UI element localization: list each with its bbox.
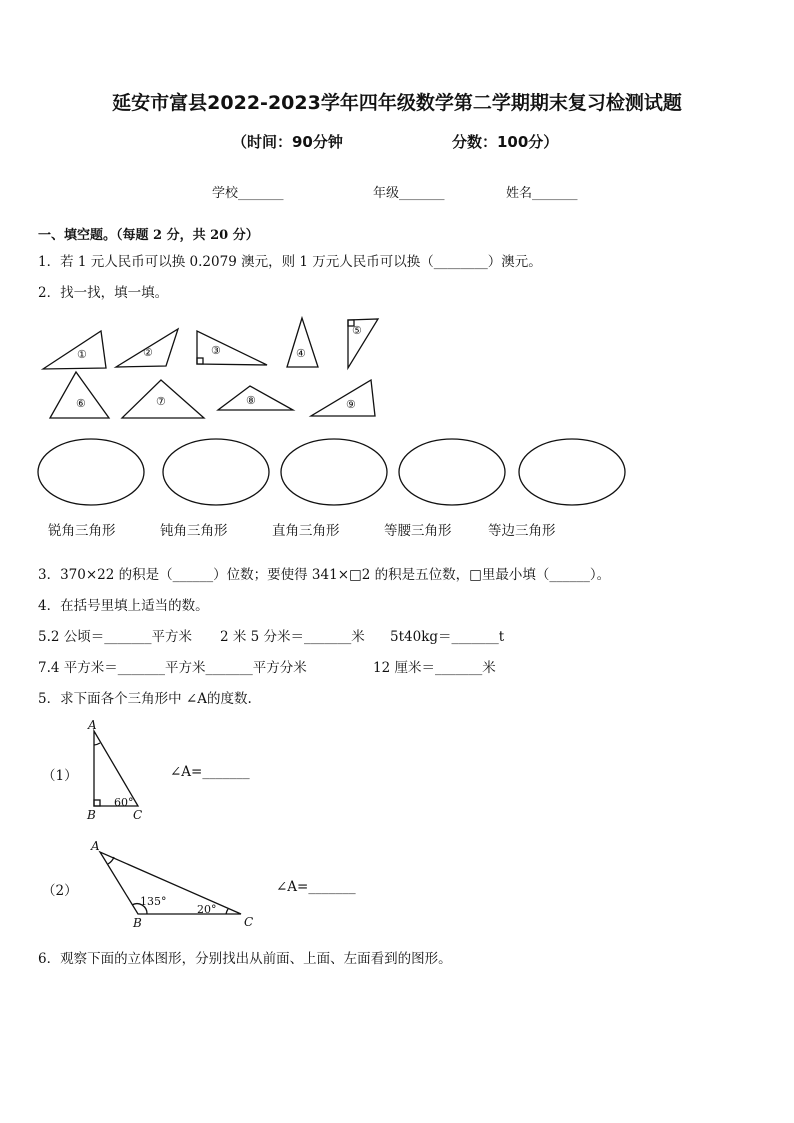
q5-triangle-1 [94,731,138,806]
q5-triangle-2 [100,852,241,914]
triangle-label-4: ④ [296,347,306,360]
triangle-label-5: ⑤ [352,324,362,337]
q5-angle-c2: 20° [197,903,217,916]
school-field: 学校_______ [212,186,284,201]
triangle-label-2: ② [143,346,153,359]
grade-field: 年级_______ [373,186,445,201]
triangle-label-3: ③ [211,344,221,357]
category-obtuse: 钝角三角形 [160,523,228,539]
exam-score: 分数：100分） [452,133,559,151]
q5-vertex-a2: A [91,839,100,853]
q4-item-4: 7.4 平方米＝_______平方米_______平方分米 [38,660,307,676]
triangle-label-8: ⑧ [246,394,256,407]
name-field: 姓名_______ [506,186,578,201]
triangle-label-1: ① [77,348,87,361]
question-2: 2．找一找，填一填。 [38,285,169,301]
q5-right-angle-mark [94,800,100,806]
q5-part-2-label: （2） [42,883,78,899]
q5-angle-arc-a1 [94,743,100,745]
category-isosceles: 等腰三角形 [384,523,452,539]
category-acute: 锐角三角形 [48,523,116,539]
q5-vertex-b2: B [133,916,142,930]
q5-angle-arc-a2 [108,857,114,864]
q4-item-2: 2 米 5 分米＝_______米 [220,629,365,645]
q5-part-1-answer: ∠A=_______ [170,764,250,780]
q5-part-1-label: （1） [42,768,78,784]
q5-angle-c1: 60° [114,796,134,809]
category-right: 直角三角形 [272,523,340,539]
triangle-label-7: ⑦ [156,395,166,408]
q4-item-3: 5t40kg＝_______t [390,629,505,645]
q4-item-1: 5.2 公顷＝_______平方米 [38,629,193,645]
q4-item-5: 12 厘米＝_______米 [373,660,496,676]
category-equilateral: 等边三角形 [488,523,556,539]
question-4: 4．在括号里填上适当的数。 [38,598,209,614]
exam-time: （时间：90分钟 [232,133,343,151]
q5-vertex-b1: B [87,808,96,822]
q5-angle-b2: 135° [140,895,167,908]
triangle-label-6: ⑥ [76,397,86,410]
q5-angle-arc-c2 [226,909,228,914]
page-title: 延安市富县2022-2023学年四年级数学第二学期期末复习检测试题 [112,92,682,114]
question-1: 1．若 1 元人民币可以换 0.2079 澳元，则 1 万元人民币可以换（________）澳元。 [38,254,542,270]
section-heading: 一、填空题。（每题 2 分，共 20 分） [38,228,259,243]
q5-vertex-c2: C [244,915,254,929]
question-3: 3．370×22 的积是（______）位数；要使得 341×□2 的积是五位数，□里最小填（______）。 [38,567,611,583]
triangle-label-9: ⑨ [346,398,356,411]
question-5: 5．求下面各个三角形中 ∠A的度数. [38,691,252,707]
q5-part-2-answer: ∠A=_______ [276,879,356,895]
question-6: 6．观察下面的立体图形，分别找出从前面、上面、左面看到的图形。 [38,951,452,967]
q5-vertex-c1: C [133,808,143,822]
q5-vertex-a1: A [88,718,97,732]
